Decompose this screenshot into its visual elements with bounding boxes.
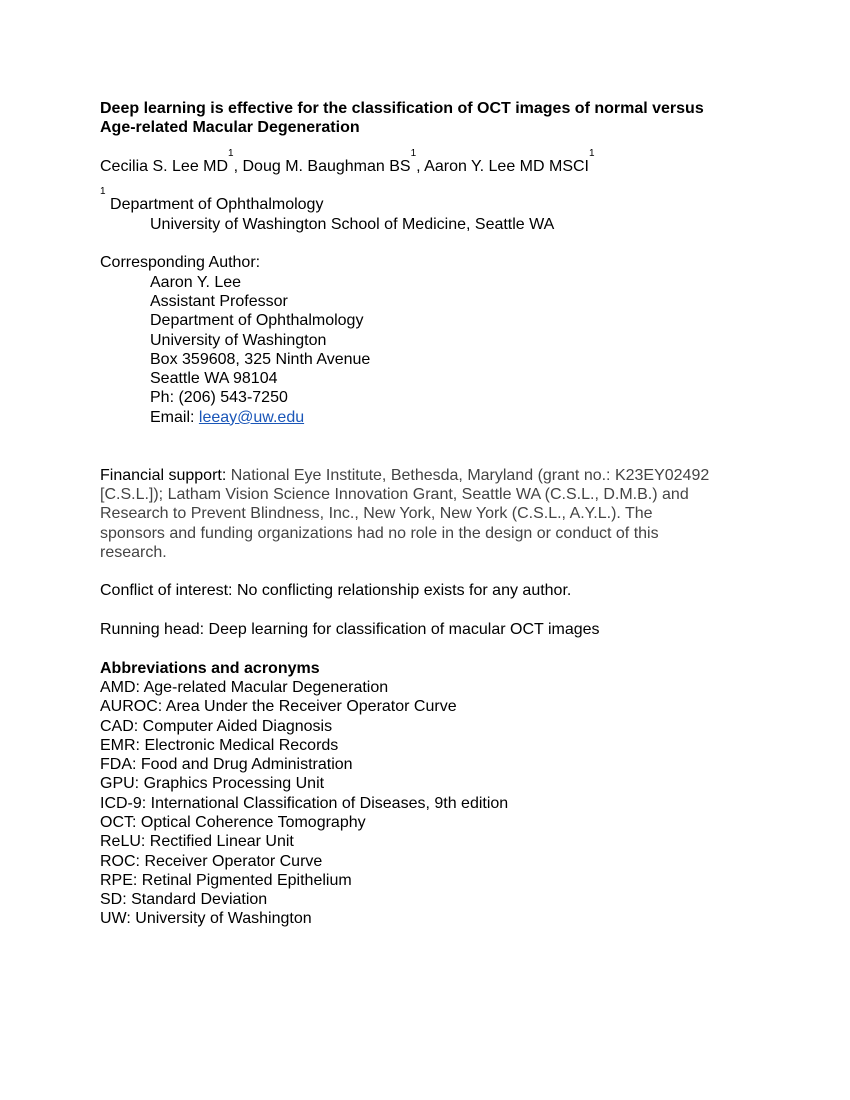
title-page: [100, 99, 750, 929]
author-list: [100, 147, 750, 176]
financial-support-line-1: [100, 466, 750, 485]
paper-title-line-2: Age-related Macular Degeneration: [100, 119, 360, 137]
financial-support-text: sponsors and funding organizations had no role in the design or conduct of this: [100, 524, 659, 542]
author-affiliation-mark: 1: [410, 147, 417, 159]
author-separator: ,: [233, 157, 243, 175]
author-affiliation-mark: 1: [228, 147, 234, 159]
abbreviation-item: CAD: Computer Aided Diagnosis: [100, 717, 333, 735]
email-link[interactable]: leeay@uw.edu: [198, 408, 305, 426]
abbreviation-item: UW: University of Washington: [100, 910, 312, 928]
abbreviation-item: ReLU: Rectified Linear Unit: [100, 833, 294, 851]
corresponding-author-line: Box 359608, 325 Ninth Avenue: [150, 350, 371, 368]
abbreviation-item: OCT: Optical Coherence Tomography: [100, 813, 366, 831]
conflict-of-interest: Conflict of interest: No conflicting relationship exists for any author.: [100, 582, 572, 600]
abbreviation-item: AUROC: Area Under the Receiver Operator Curve: [100, 698, 457, 716]
running-head: Running head: Deep learning for classification of macular OCT images: [100, 621, 600, 639]
corresponding-author-line: Assistant Professor: [150, 292, 288, 310]
abbreviation-item: GPU: Graphics Processing Unit: [100, 775, 325, 793]
corresponding-author-heading: Corresponding Author:: [100, 254, 261, 272]
corresponding-author-email-row: [100, 408, 750, 427]
affiliation-mark: 1: [100, 186, 106, 198]
corresponding-author-line: Department of Ophthalmology: [150, 312, 364, 330]
affiliation-department: Department of Ophthalmology: [105, 196, 324, 214]
affiliation: [100, 186, 750, 214]
abbreviation-item: FDA: Food and Drug Administration: [100, 756, 353, 774]
financial-support-text: research.: [100, 543, 167, 561]
author-name: Aaron Y. Lee MD MSCI: [424, 157, 589, 175]
abbreviation-item: RPE: Retinal Pigmented Epithelium: [100, 871, 352, 889]
abbreviation-item: EMR: Electronic Medical Records: [100, 736, 339, 754]
corresponding-author-line: University of Washington: [150, 331, 327, 349]
abbreviation-item: ICD-9: International Classification of Diseases, 9th edition: [100, 794, 509, 812]
abbreviations-heading: Abbreviations and acronyms: [100, 659, 320, 677]
financial-support-label: Financial support:: [100, 466, 231, 484]
paper-title-line-1: Deep learning is effective for the classification of OCT images of normal versus: [100, 100, 704, 117]
author-name: Cecilia S. Lee MD: [100, 157, 229, 175]
financial-support-text: [C.S.L.]); Latham Vision Science Innovation Grant, Seattle WA (C.S.L., D.M.B.) and: [100, 485, 689, 503]
author-affiliation-mark: 1: [589, 147, 595, 159]
author-name: Doug M. Baughman BS: [242, 157, 411, 175]
financial-support-text: Research to Prevent Blindness, Inc., New York, New York (C.S.L., A.Y.L.). The: [100, 505, 653, 523]
abbreviation-item: ROC: Receiver Operator Curve: [100, 852, 323, 870]
financial-support-text: National Eye Institute, Bethesda, Maryland (grant no.: K23EY02492: [230, 466, 710, 484]
corresponding-author-line: Seattle WA 98104: [150, 370, 278, 388]
affiliation-school: University of Washington School of Medicine, Seattle WA: [150, 215, 555, 233]
abbreviation-item: AMD: Age-related Macular Degeneration: [100, 678, 389, 696]
author-separator: ,: [416, 157, 425, 175]
corresponding-author-line: Ph: (206) 543-7250: [150, 389, 288, 407]
abbreviation-item: SD: Standard Deviation: [100, 891, 268, 909]
email-label: Email:: [150, 408, 199, 426]
corresponding-author-line: Aaron Y. Lee: [150, 273, 242, 291]
